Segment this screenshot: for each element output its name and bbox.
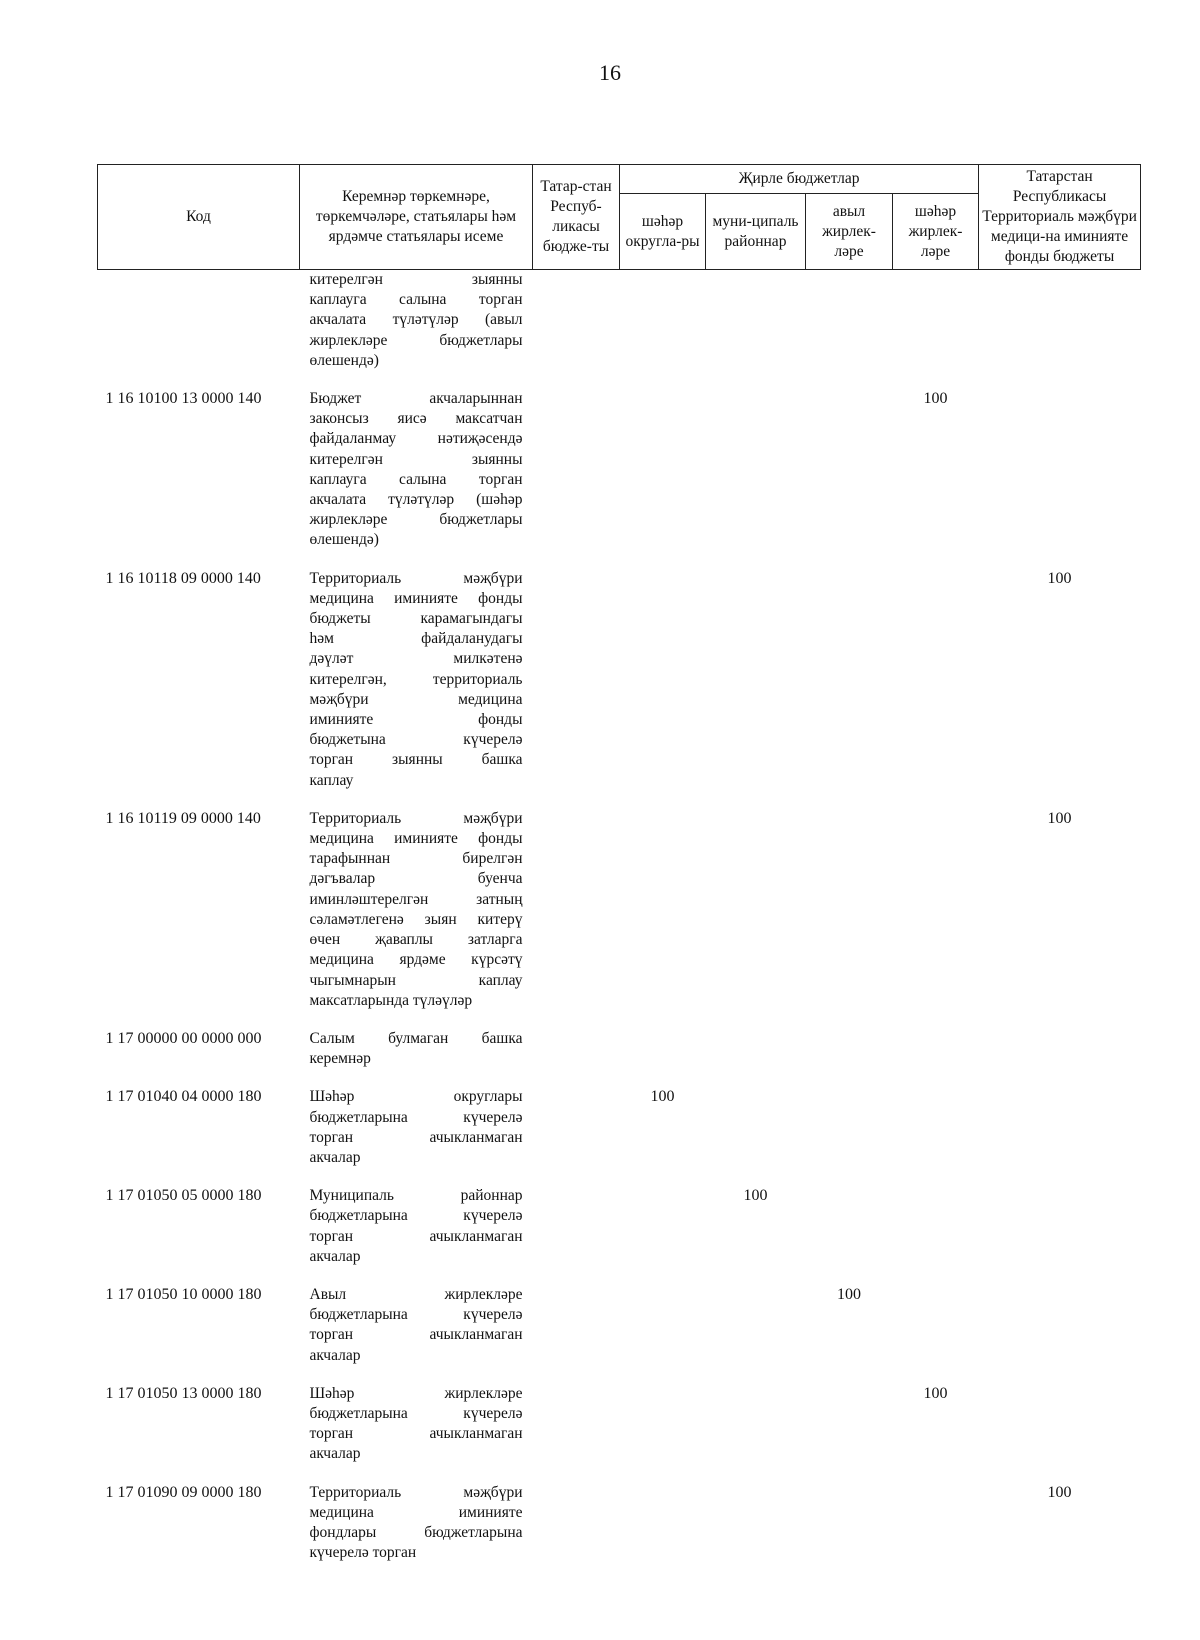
row-value-city — [620, 1180, 706, 1279]
row-name-line: китерелгән, территориаль — [309, 670, 523, 688]
row-value-mun — [706, 1081, 806, 1180]
row-name — [300, 1180, 533, 1279]
page-number: 16 — [599, 60, 621, 85]
table-row — [98, 1378, 1141, 1477]
row-code: 1 16 10119 09 0000 140 — [105, 809, 261, 827]
row-name-line: сәламәтлегенә зыян китерү — [309, 910, 523, 928]
row-name-line: фондлары бюджетларына — [309, 1523, 523, 1541]
row-value-city — [620, 1279, 706, 1378]
row-name-line: торган ачыкланмаган — [309, 1128, 523, 1146]
row-name-line: файдаланмау нәтиҗәсендә — [309, 430, 523, 448]
row-value-fund — [979, 1378, 1141, 1477]
row-value-fund — [979, 1279, 1141, 1378]
table-row — [98, 803, 1141, 1023]
row-name-line: медицина иминияте фонды — [309, 589, 523, 607]
row-value-rural — [806, 1477, 893, 1576]
row-name-line: Территориаль мәҗбүри — [309, 809, 523, 827]
row-value-rural — [806, 270, 893, 384]
row-name-line: Территориаль мәҗбүри — [309, 1483, 523, 1501]
row-value-city: 100 — [650, 1088, 675, 1106]
row-value-mun — [706, 270, 806, 384]
row-name-line: бюджеты карамагындагы — [309, 610, 523, 628]
row-name-line: торган ачыкланмаган — [309, 1425, 523, 1443]
row-name-line: Салым булмаган башка — [309, 1029, 523, 1047]
row-value-city — [620, 383, 706, 563]
row-value-fund — [979, 1023, 1141, 1081]
row-code: 1 17 01050 10 0000 180 — [105, 1285, 262, 1303]
row-value-tat — [533, 1180, 620, 1279]
row-name-line: китерелгән зыянны — [309, 450, 523, 468]
header-municipal-districts: муни-ципаль районнар — [706, 194, 806, 270]
row-value-tat — [533, 1081, 620, 1180]
row-value-tat — [533, 1477, 620, 1576]
row-name-line: Шәһәр жирлекләре — [309, 1384, 523, 1402]
row-value-mun — [706, 563, 806, 803]
row-name-line: максатларында түләүләр — [309, 991, 473, 1009]
row-name-line: бюджетларына күчерелә — [309, 1404, 523, 1422]
header-name: Керемнәр төркемнәре, төркемчәләре, статьялары һәм ярдәмче статьялары исеме — [300, 165, 533, 270]
row-code: 1 16 10100 13 0000 140 — [105, 390, 262, 408]
row-name-line: бюджетларына күчерелә — [309, 1306, 523, 1324]
row-code: 1 17 01050 13 0000 180 — [105, 1384, 262, 1402]
row-name-line: медицина ярдәме күрсәтү — [309, 951, 523, 969]
row-name-line: тарафыннан бирелгән — [309, 850, 523, 868]
row-name-line: акчалата түләтүләр (шәһәр — [309, 491, 523, 509]
header-urban-settlements: шәһәр жирлек-ләре — [893, 194, 979, 270]
row-name-line: керемнәр — [309, 1050, 371, 1068]
table-header — [98, 165, 1141, 270]
row-code: 1 17 00000 00 0000 000 — [105, 1029, 262, 1047]
row-value-tat — [533, 1023, 620, 1081]
table-row — [98, 1477, 1141, 1576]
row-name — [300, 1477, 533, 1576]
row-name — [300, 563, 533, 803]
row-name-line: Бюджет акчаларыннан — [309, 390, 523, 408]
row-name-line: Муниципаль районнар — [309, 1187, 523, 1205]
row-name-line: торган ачыкланмаган — [309, 1326, 523, 1344]
row-value-urban — [893, 803, 979, 1023]
row-name — [300, 803, 533, 1023]
row-name-line: өлешендә) — [309, 531, 379, 549]
row-name-line: күчерелә торган — [309, 1544, 417, 1562]
row-value-rural — [806, 1180, 893, 1279]
row-code: 1 17 01050 05 0000 180 — [105, 1187, 262, 1205]
row-name-line: торган зыянны башка — [309, 751, 523, 769]
row-value-rural — [806, 563, 893, 803]
row-name-line: мәҗбүри медицина — [309, 690, 523, 708]
row-name-line: иминияте фонды — [309, 711, 523, 729]
table-row — [98, 270, 1141, 384]
table-row — [98, 1279, 1141, 1378]
row-name-line: акчалар — [309, 1445, 361, 1463]
row-value-tat — [533, 270, 620, 384]
header-code: Код — [98, 165, 300, 270]
row-name-line: торган ачыкланмаган — [309, 1227, 523, 1245]
row-value-city — [620, 1023, 706, 1081]
row-name-line: һәм файдаланудагы — [309, 630, 523, 648]
row-value-urban: 100 — [923, 390, 948, 408]
row-value-city — [620, 803, 706, 1023]
row-value-rural — [806, 1081, 893, 1180]
row-value-rural — [806, 1023, 893, 1081]
row-name-line: бюджетларына күчерелә — [309, 1207, 523, 1225]
row-value-urban — [893, 563, 979, 803]
table-row — [98, 1081, 1141, 1180]
row-code — [98, 270, 300, 384]
row-value-city — [620, 1378, 706, 1477]
row-name-line: Авыл жирлекләре — [309, 1285, 523, 1303]
row-name — [300, 1081, 533, 1180]
row-name-line: дәгъвалар буенча — [309, 870, 523, 888]
row-name-line: дәүләт милкәтенә — [309, 650, 523, 668]
row-value-mun — [706, 803, 806, 1023]
row-name-line: законсыз яисә максатчан — [309, 410, 523, 428]
row-value-fund: 100 — [1047, 1483, 1072, 1501]
row-value-urban — [893, 1180, 979, 1279]
header-local-budgets: Җирле бюджетлар — [620, 165, 979, 194]
row-value-mun: 100 — [743, 1187, 768, 1205]
row-name — [300, 1023, 533, 1081]
row-value-city — [620, 1477, 706, 1576]
row-value-city — [620, 270, 706, 384]
row-value-rural — [806, 1378, 893, 1477]
row-name-line: чыгымнарын каплау — [309, 971, 523, 989]
row-name — [300, 270, 533, 384]
row-value-fund — [979, 1180, 1141, 1279]
row-value-tat — [533, 563, 620, 803]
row-value-tat — [533, 803, 620, 1023]
row-name-line: акчалата түләтүләр (авыл — [309, 311, 523, 329]
row-name-line: жирлекләре бюджетлары — [309, 511, 523, 529]
row-value-fund — [979, 1081, 1141, 1180]
table-body — [98, 270, 1141, 1576]
row-value-urban — [893, 1023, 979, 1081]
table-row — [98, 1180, 1141, 1279]
row-value-rural — [806, 803, 893, 1023]
row-name — [300, 1378, 533, 1477]
row-value-fund — [979, 270, 1141, 384]
row-name-line: каплауга салына торган — [309, 291, 523, 309]
row-code: 1 17 01090 09 0000 180 — [105, 1483, 262, 1501]
row-name-line: бюджетларына күчерелә — [309, 1108, 523, 1126]
row-name-line: иминләштерелгән затның — [309, 890, 523, 908]
row-value-mun — [706, 1477, 806, 1576]
row-value-tat — [533, 1279, 620, 1378]
row-value-fund: 100 — [1047, 809, 1072, 827]
row-value-rural: 100 — [837, 1285, 861, 1303]
row-value-mun — [706, 383, 806, 563]
budget-table — [97, 164, 1141, 1575]
row-value-urban — [893, 1477, 979, 1576]
row-name — [300, 1279, 533, 1378]
row-name-line: жирлекләре бюджетлары — [309, 331, 523, 349]
table-row — [98, 563, 1141, 803]
row-name-line: Шәһәр округлары — [309, 1088, 523, 1106]
row-name-line: каплауга салына торган — [309, 470, 523, 488]
row-value-mun — [706, 1378, 806, 1477]
row-value-mun — [706, 1023, 806, 1081]
row-name-line: акчалар — [309, 1247, 361, 1265]
row-value-fund — [979, 383, 1141, 563]
row-value-fund: 100 — [1047, 569, 1072, 587]
row-name-line: өлешендә) — [309, 351, 379, 369]
row-value-tat — [533, 383, 620, 563]
header-med-fund: Татарстан Республикасы Территориаль мәҗбүри медици-на иминияте фонды бюджеты — [979, 165, 1141, 270]
row-value-urban — [893, 1081, 979, 1180]
row-value-mun — [706, 1279, 806, 1378]
row-name-line: өчен җаваплы затларга — [309, 931, 523, 949]
table-row — [98, 1023, 1141, 1081]
row-name-line: Территориаль мәҗбүри — [309, 569, 523, 587]
row-value-city — [620, 563, 706, 803]
row-name-line: акчалар — [309, 1148, 361, 1166]
header-tatarstan-budget: Татар-стан Респуб-ликасы бюдже-ты — [533, 165, 620, 270]
row-name-line: бюджетына күчерелә — [309, 731, 523, 749]
row-name-line: китерелгән зыянны — [309, 271, 523, 288]
row-value-urban — [893, 270, 979, 384]
row-value-urban — [893, 1279, 979, 1378]
table-row — [98, 383, 1141, 563]
row-name-line: медицина иминияте — [309, 1503, 523, 1521]
row-code: 1 16 10118 09 0000 140 — [105, 569, 261, 587]
row-name — [300, 383, 533, 563]
row-value-urban: 100 — [923, 1384, 948, 1402]
row-value-tat — [533, 1378, 620, 1477]
row-name-line: медицина иминияте фонды — [309, 830, 523, 848]
header-city-districts: шәһәр округла-ры — [620, 194, 706, 270]
row-name-line: акчалар — [309, 1346, 361, 1364]
row-code: 1 17 01040 04 0000 180 — [105, 1088, 262, 1106]
row-value-rural — [806, 383, 893, 563]
header-rural-settlements: авыл жирлек-ләре — [806, 194, 893, 270]
row-name-line: каплау — [309, 771, 354, 789]
